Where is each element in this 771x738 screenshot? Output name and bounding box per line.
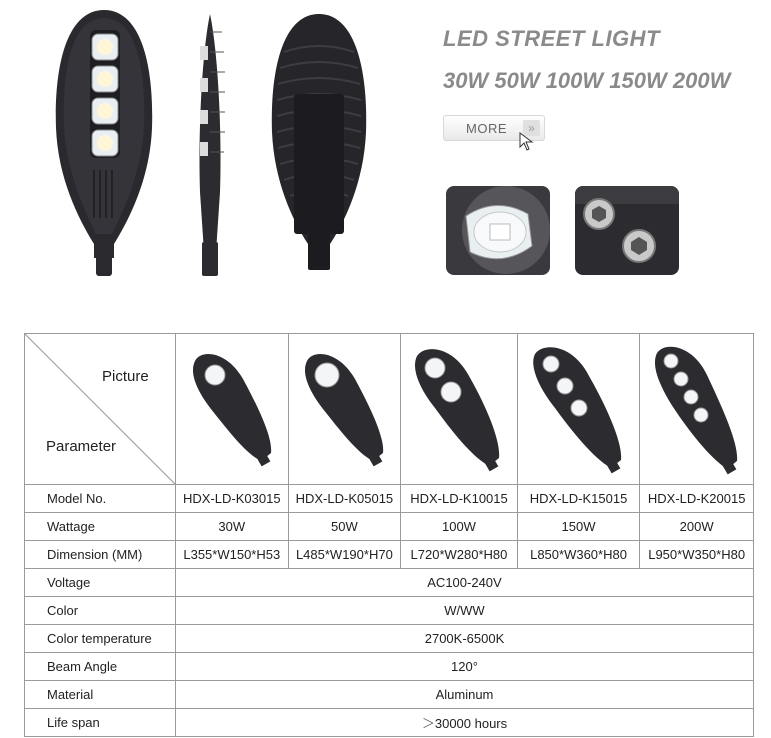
table-cell: L355*W150*H53	[176, 541, 289, 569]
table-cell: 120°	[176, 653, 754, 681]
table-cell: HDX-LD-K10015	[401, 485, 518, 513]
picture-header: Picture	[102, 368, 149, 385]
table-cell: W/WW	[176, 597, 754, 625]
row-label: Color	[25, 597, 176, 625]
table-cell: L850*W360*H80	[517, 541, 640, 569]
row-label: Wattage	[25, 513, 176, 541]
hero-section	[0, 0, 771, 300]
table-cell: 150W	[517, 513, 640, 541]
product-photo-cell	[176, 334, 289, 485]
product-photo-cell	[288, 334, 401, 485]
specification-table	[24, 333, 754, 737]
street-light-50w-image	[299, 349, 389, 469]
double-chevron-right-icon: »	[523, 120, 540, 136]
product-photo-cell	[401, 334, 518, 485]
street-light-100w-image	[409, 344, 509, 474]
material-row	[25, 681, 754, 709]
street-light-30w-image	[187, 349, 277, 469]
page-title: LED STREET LIGHT	[443, 26, 660, 51]
table-cell: 30W	[176, 513, 289, 541]
table-cell: HDX-LD-K15015	[517, 485, 640, 513]
color-temperature-row	[25, 625, 754, 653]
table-cell: HDX-LD-K20015	[640, 485, 754, 513]
wattage-row	[25, 513, 754, 541]
street-light-200w-image	[647, 341, 747, 477]
row-label: Voltage	[25, 569, 176, 597]
screw-detail-image	[575, 186, 679, 275]
table-cell: ＞30000 hours	[176, 709, 754, 737]
parameter-header: Parameter	[46, 438, 117, 455]
table-cell: L720*W280*H80	[401, 541, 518, 569]
street-light-150w-image	[527, 342, 631, 476]
product-photo-cell	[640, 334, 754, 485]
beam-angle-row	[25, 653, 754, 681]
street-light-side-image	[192, 12, 228, 278]
row-label: Dimension (MM)	[25, 541, 176, 569]
row-label: Material	[25, 681, 176, 709]
table-cell: 100W	[401, 513, 518, 541]
row-label: Color temperature	[25, 625, 176, 653]
picture-row	[25, 334, 754, 485]
voltage-row	[25, 569, 754, 597]
street-light-front-image	[52, 8, 156, 280]
led-module-detail-image	[446, 186, 550, 275]
street-light-back-image	[268, 12, 370, 274]
row-label: Life span	[25, 709, 176, 737]
row-label: Model No.	[25, 485, 176, 513]
table-cell: HDX-LD-K03015	[176, 485, 289, 513]
table-cell: L485*W190*H70	[288, 541, 401, 569]
table-cell: L950*W350*H80	[640, 541, 754, 569]
header-cell	[25, 334, 176, 485]
table-cell: 50W	[288, 513, 401, 541]
table-cell: AC100-240V	[176, 569, 754, 597]
row-label: Beam Angle	[25, 653, 176, 681]
cursor-icon	[518, 132, 536, 152]
more-button-label: MORE	[466, 121, 507, 136]
color-row	[25, 597, 754, 625]
dimension-row	[25, 541, 754, 569]
product-photo-cell	[517, 334, 640, 485]
table-cell: 200W	[640, 513, 754, 541]
model-row	[25, 485, 754, 513]
table-cell: HDX-LD-K05015	[288, 485, 401, 513]
table-cell: 2700K-6500K	[176, 625, 754, 653]
life-span-row	[25, 709, 754, 737]
wattage-options: 30W 50W 100W 150W 200W	[443, 68, 731, 93]
table-cell: Aluminum	[176, 681, 754, 709]
